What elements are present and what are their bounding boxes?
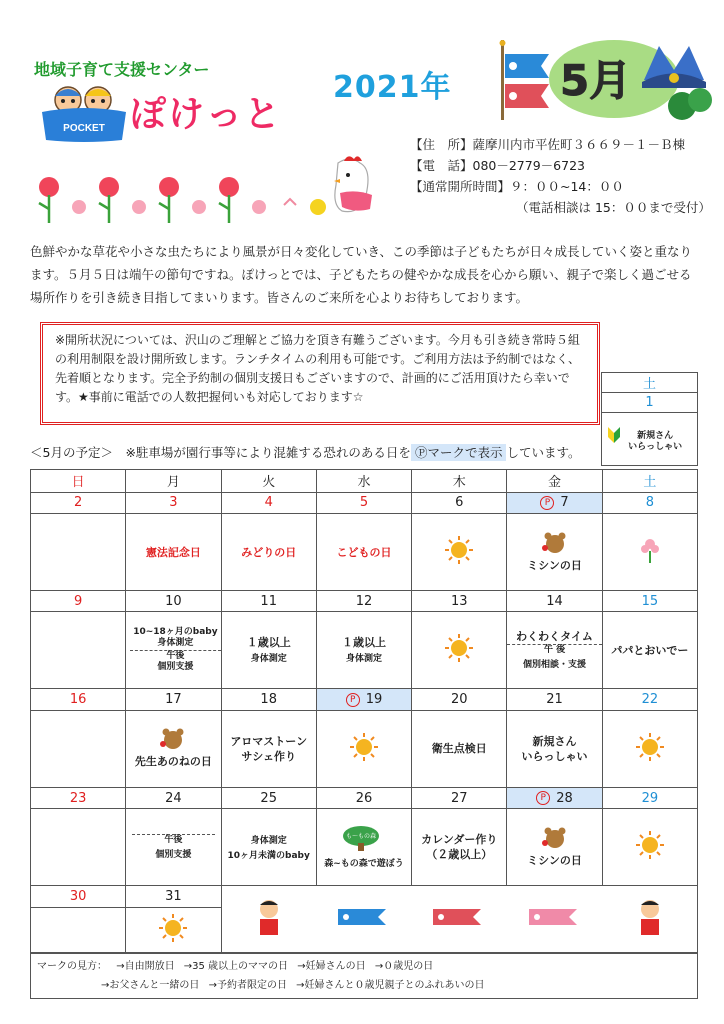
cell-20: 衛生点検日 — [412, 710, 507, 787]
cell-empty-a — [221, 886, 316, 953]
cell-empty-b — [316, 886, 411, 953]
month-title: 5月 — [560, 56, 632, 105]
schedule-note: ＜5月の予定＞ ※駐車場が園行事等により混雑する恐れのある日を Ⓟマークで表示 しています。 — [30, 445, 581, 460]
day-21: 21 — [507, 689, 602, 710]
cell-30 — [31, 907, 126, 952]
weekday-mon: 月 — [126, 470, 221, 493]
cell-21: 新規さん いらっしゃい — [507, 710, 602, 787]
sun-icon — [444, 633, 474, 663]
legend-reserved: →予約者限定の日 — [208, 980, 287, 991]
cell-12: １歳以上 身体測定 — [316, 612, 411, 689]
sun-icon — [349, 732, 379, 762]
bear-icon — [160, 728, 186, 750]
year-title: 2021年 — [333, 70, 452, 105]
cell-empty-d — [507, 886, 602, 953]
bear-icon — [542, 827, 568, 849]
cell-4: みどりの日 — [221, 514, 316, 591]
cell-18: アロマストーン サシェ作り — [221, 710, 316, 787]
cell-5: こどもの日 — [316, 514, 411, 591]
day-5: 5 — [316, 492, 411, 513]
cell-10: 10~18ヶ月のbaby 身体測定 午後 個別支援 — [126, 612, 221, 689]
cell-empty-e — [602, 886, 697, 953]
cell-22 — [602, 710, 697, 787]
legend-pregnant: →妊婦さんの日 — [297, 961, 366, 972]
cell-6 — [412, 514, 507, 591]
cell-26: も〜もの森 森~もの森で遊ぼう — [316, 809, 411, 886]
sun-icon — [158, 913, 188, 943]
legend-mama35: →35 歳以上のママの日 — [183, 961, 289, 972]
day-16: 16 — [31, 689, 126, 710]
day-4: 4 — [221, 492, 316, 513]
weekday-wed: 水 — [316, 470, 411, 493]
day-10: 10 — [126, 591, 221, 612]
bear-icon — [542, 532, 568, 554]
cell-17: 先生あのねの日 — [126, 710, 221, 787]
parking-mark: P — [346, 693, 360, 707]
logo-text: POCKET — [63, 123, 105, 134]
cell-empty-c — [412, 886, 507, 953]
day-28: P 28 — [507, 787, 602, 808]
cell-29 — [602, 809, 697, 886]
legend — [30, 953, 698, 999]
day-11: 11 — [221, 591, 316, 612]
day-17: 17 — [126, 689, 221, 710]
weekday-sun: 日 — [31, 470, 126, 493]
cell-27: カレンダー作り （２歳以上） — [412, 809, 507, 886]
cell-14: わくわくタイム 午 後 個別相談・支援 — [507, 612, 602, 689]
day-25: 25 — [221, 787, 316, 808]
koinobori-icon — [497, 40, 557, 120]
cell-16 — [31, 710, 126, 787]
day-27: 27 — [412, 787, 507, 808]
calendar-table — [30, 469, 698, 953]
cell-19 — [316, 710, 411, 787]
contact-hours: 【通常開所時間】９：００~14：００ — [410, 179, 624, 194]
day-31: 31 — [126, 886, 221, 907]
sun-icon — [635, 830, 665, 860]
cell-7: ミシンの日 — [507, 514, 602, 591]
parking-highlight: Ⓟマークで表示 — [411, 444, 507, 461]
saturday-1-cell — [601, 372, 698, 466]
contact-phone-hours: （電話相談は 15：００まで受付） — [516, 200, 711, 215]
day-22: 22 — [602, 689, 697, 710]
red-koinobori-icon — [431, 905, 487, 929]
tree-sign-text: も〜もの森 — [345, 832, 376, 840]
day-23: 23 — [31, 787, 126, 808]
cell-2 — [31, 514, 126, 591]
chicken-chick-icon — [280, 155, 390, 219]
legend-interaction: →妊婦さんと０歳児親子とのふれあいの日 — [296, 980, 485, 991]
center-name: 地域子育て支援センター — [34, 60, 210, 79]
day-3: 3 — [126, 492, 221, 513]
day-13: 13 — [412, 591, 507, 612]
cell-8 — [602, 514, 697, 591]
cell-11: １歳以上 身体測定 — [221, 612, 316, 689]
cell-13 — [412, 612, 507, 689]
pink-koinobori-icon — [527, 905, 583, 929]
weekday-sat: 土 — [602, 470, 697, 493]
day-29: 29 — [602, 787, 697, 808]
weekday-fri: 金 — [507, 470, 602, 493]
cell-31 — [126, 907, 221, 952]
day-26: 26 — [316, 787, 411, 808]
legend-label: マークの見方： — [37, 961, 107, 972]
kintaro-icon — [630, 897, 670, 937]
carnation-flowers-icon — [34, 175, 274, 225]
cell-25: 身体測定 10ヶ月未満のbaby — [221, 809, 316, 886]
cell-23 — [31, 809, 126, 886]
parking-mark: P — [540, 496, 554, 510]
cell-24: 午後 個別支援 — [126, 809, 221, 886]
sun-icon — [444, 535, 474, 565]
sat1-event: 新規さん — [637, 430, 674, 441]
weekday-thu: 木 — [412, 470, 507, 493]
sat1-event2: いらっしゃい — [628, 441, 683, 452]
day-18: 18 — [221, 689, 316, 710]
day-15: 15 — [602, 591, 697, 612]
day-20: 20 — [412, 689, 507, 710]
notice-box: ※開所状況については、沢山のご理解とご協力を頂き有難うございます。今月も引き続き常時５組の利用制限を設け開所致します。ランチタイムの利用も可能です。ご利用方法は予約制ではなく、先着順となります。完全予約制の個別支援日もございますので、計画的にご活用頂けたら幸いです。★事前に電話での人数把握伺いも対応しております☆ — [40, 322, 600, 425]
day-19: P 19 — [316, 689, 411, 710]
weekday-tue: 火 — [221, 470, 316, 493]
parking-mark: P — [536, 791, 550, 805]
contact-address: 【住 所】薩摩川内市平佐町３６６９－１－Ｂ棟 — [410, 137, 686, 152]
kabuto-helmet-icon — [634, 40, 714, 120]
day-9: 9 — [31, 591, 126, 612]
weekday-sat: 土 — [602, 373, 698, 393]
pocket-name: ぽけっと — [130, 94, 283, 135]
kintaro-icon — [249, 897, 289, 937]
cell-15: パパとおいでー — [602, 612, 697, 689]
tree-sign-icon — [341, 825, 387, 851]
pocket-logo-icon — [38, 82, 130, 144]
day-12: 12 — [316, 591, 411, 612]
day-7: P 7 — [507, 492, 602, 513]
day-30: 30 — [31, 886, 126, 907]
beginner-mark-icon — [604, 425, 624, 445]
contact-phone: 【電 話】080－2779－6723 — [410, 158, 585, 173]
day-24: 24 — [126, 787, 221, 808]
day-14: 14 — [507, 591, 602, 612]
sun-icon — [635, 732, 665, 762]
legend-father: →お父さんと一緒の日 — [101, 980, 200, 991]
cell-28: ミシンの日 — [507, 809, 602, 886]
day-2: 2 — [31, 492, 126, 513]
day-6: 6 — [412, 492, 507, 513]
cell-3: 憲法記念日 — [126, 514, 221, 591]
pink-flower-icon — [639, 537, 661, 563]
blue-koinobori-icon — [336, 905, 392, 929]
legend-age0: →０歳児の日 — [374, 961, 434, 972]
day-1: 1 — [602, 393, 698, 413]
intro-text: 色鮮やかな草花や小さな虫たちにより風景が日々変化していき、この季節は子どもたちが日々成長していく姿と重なります。５月５日は端午の節句ですね。ぽけっとでは、子どもたちの健やかな成長を心から願い、親子で楽しく過ごせる場所作りを引き続き目指してまいります。皆さんのご来所を心よりお待ちしております。 — [30, 244, 693, 305]
legend-free: →自由開放日 — [116, 961, 175, 972]
cell-9 — [31, 612, 126, 689]
day-8: 8 — [602, 492, 697, 513]
